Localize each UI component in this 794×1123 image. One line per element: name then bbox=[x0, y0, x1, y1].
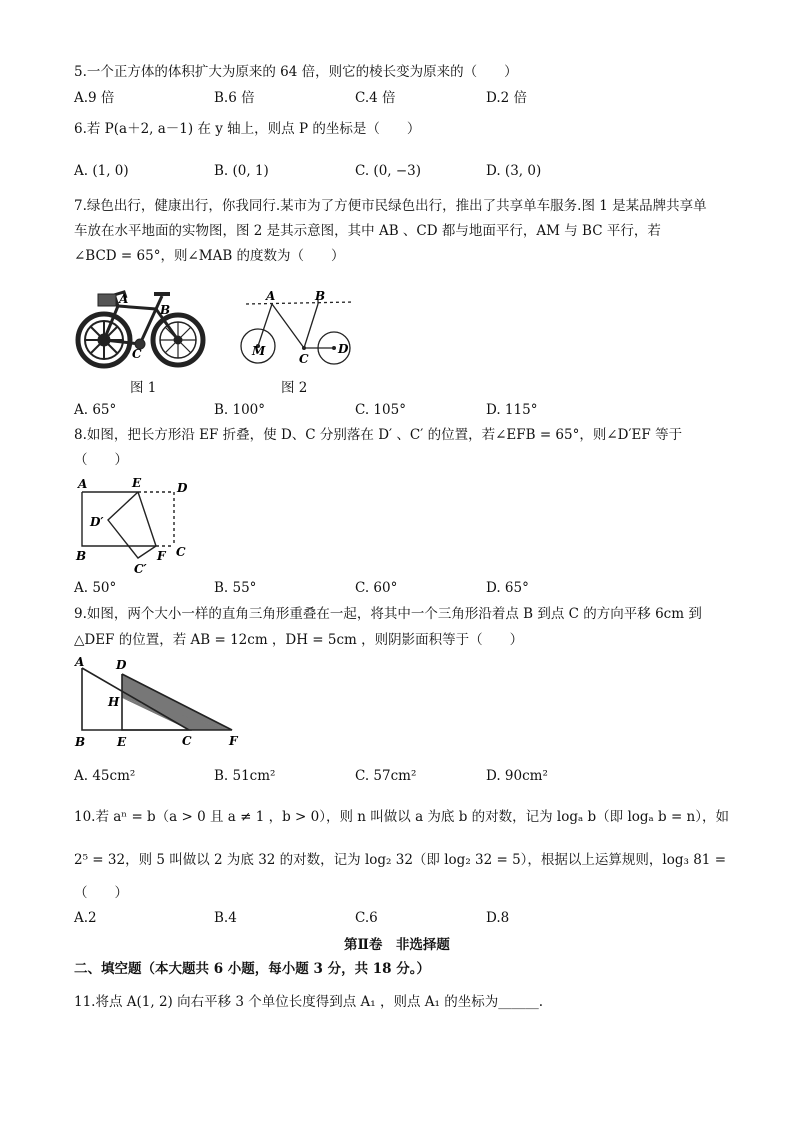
q8-label-b: B bbox=[76, 549, 87, 563]
q10-options bbox=[74, 908, 714, 928]
q9-label-d: D bbox=[116, 658, 127, 672]
q9-label-f: F bbox=[229, 734, 238, 748]
fig2-label-b: B bbox=[315, 289, 326, 303]
section-heading: 二、填空题（本大题共 6 小题，每小题 3 分，共 18 分。） bbox=[74, 961, 431, 977]
q8-label-f: F bbox=[157, 549, 166, 563]
q8-option-a[interactable]: A. 50° bbox=[74, 580, 117, 596]
q8-label-e: E bbox=[132, 476, 142, 490]
q7-options bbox=[74, 400, 714, 420]
q8-label-d: D bbox=[177, 481, 188, 495]
q9-options bbox=[74, 766, 714, 786]
q8-label-cprime: C′ bbox=[134, 562, 147, 576]
q7-stem-line3: ∠BCD = 65°，则∠MAB 的度数为（ ） bbox=[74, 248, 345, 264]
fig2-label-a: A bbox=[266, 289, 276, 303]
fig1-label-b: B bbox=[160, 303, 171, 317]
q10-option-c[interactable]: C.6 bbox=[355, 910, 378, 926]
q9-stem-line1: 9.如图，两个大小一样的直角三角形重叠在一起，将其中一个三角形沿着点 B 到点 C 的方向平移 6cm 到 bbox=[74, 606, 702, 622]
q8-option-b[interactable]: B. 55° bbox=[214, 580, 257, 596]
q9-option-b[interactable]: B. 51cm² bbox=[214, 768, 276, 784]
bicycle-photo-figure bbox=[74, 276, 208, 370]
q8-option-d[interactable]: D. 65° bbox=[486, 580, 529, 596]
q9-label-b: B bbox=[75, 735, 86, 749]
translated-triangles-figure bbox=[72, 654, 250, 750]
part2-title: 第Ⅱ卷 非选择题 bbox=[344, 937, 450, 953]
q5-options bbox=[74, 88, 714, 108]
fig2-label-c: C bbox=[299, 352, 309, 366]
fig1-caption: 图 1 bbox=[130, 380, 157, 396]
fig2-label-m: M bbox=[252, 344, 266, 358]
q7-option-c[interactable]: C. 105° bbox=[355, 402, 406, 418]
q10-stem-line2: 2⁵ = 32，则 5 叫做以 2 为底 32 的对数，记为 log₂ 32（即 log₂ 32 = 5），根据以上运算规则，log₃ 81 = bbox=[74, 852, 727, 868]
q10-option-b[interactable]: B.4 bbox=[214, 910, 237, 926]
q8-stem-line1: 8.如图，把长方形沿 EF 折叠，使 D、C 分别落在 D′ 、C′ 的位置，若∠EFB = 65°，则∠D′EF 等于 bbox=[74, 427, 683, 443]
q6-option-b[interactable]: B. (0, 1) bbox=[214, 163, 269, 179]
q6-stem: 6.若 P(a＋2, a－1) 在 y 轴上，则点 P 的坐标是（ ） bbox=[74, 121, 421, 137]
q8-label-dprime: D′ bbox=[90, 515, 104, 529]
folding-rectangle-figure bbox=[74, 474, 194, 578]
q10-option-d[interactable]: D.8 bbox=[486, 910, 510, 926]
q9-option-a[interactable]: A. 45cm² bbox=[74, 768, 136, 784]
q8-label-a: A bbox=[78, 477, 88, 491]
q7-option-a[interactable]: A. 65° bbox=[74, 402, 117, 418]
fig1-label-c: C bbox=[132, 347, 142, 361]
q8-label-c: C bbox=[176, 545, 186, 559]
q6-option-a[interactable]: A. (1, 0) bbox=[74, 163, 129, 179]
q9-label-a: A bbox=[75, 655, 85, 669]
q9-label-h: H bbox=[108, 695, 120, 709]
q5-option-b[interactable]: B.6 倍 bbox=[214, 90, 255, 106]
q5-option-d[interactable]: D.2 倍 bbox=[486, 90, 528, 106]
q8-stem-line2: （ ） bbox=[74, 452, 128, 468]
bicycle-schematic-figure bbox=[234, 284, 360, 368]
fig2-label-d: D bbox=[338, 342, 349, 356]
q9-option-c[interactable]: C. 57cm² bbox=[355, 768, 417, 784]
q6-options bbox=[74, 161, 714, 181]
q8-option-c[interactable]: C. 60° bbox=[355, 580, 398, 596]
q6-option-d[interactable]: D. (3, 0) bbox=[486, 163, 542, 179]
q10-option-a[interactable]: A.2 bbox=[74, 910, 97, 926]
q7-option-b[interactable]: B. 100° bbox=[214, 402, 266, 418]
q9-option-d[interactable]: D. 90cm² bbox=[486, 768, 548, 784]
q7-option-d[interactable]: D. 115° bbox=[486, 402, 538, 418]
q5-stem: 5.一个正方体的体积扩大为原来的 64 倍，则它的棱长变为原来的（ ） bbox=[74, 64, 518, 80]
q5-option-c[interactable]: C.4 倍 bbox=[355, 90, 396, 106]
q9-label-c: C bbox=[182, 734, 192, 748]
q7-stem-line1: 7.绿色出行，健康出行，你我同行.某市为了方便市民绿色出行，推出了共享单车服务.图 1 是某品牌共享单 bbox=[74, 198, 707, 214]
q9-stem-line2: △DEF 的位置，若 AB = 12cm ，DH = 5cm ，则阴影面积等于（ ） bbox=[74, 632, 524, 648]
q6-option-c[interactable]: C. (0, −3) bbox=[355, 163, 422, 179]
q5-option-a[interactable]: A.9 倍 bbox=[74, 90, 115, 106]
q7-stem-line2: 车放在水平地面的实物图，图 2 是其示意图，其中 AB 、CD 都与地面平行，AM 与 BC 平行，若 bbox=[74, 223, 661, 239]
q8-options bbox=[74, 578, 714, 598]
fig1-label-a: A bbox=[119, 292, 129, 306]
q10-stem-line3: （ ） bbox=[74, 885, 128, 901]
q10-stem-line1: 10.若 aⁿ = b（a > 0 且 a ≠ 1 ，b > 0），则 n 叫做以 a 为底 b 的对数，记为 logₐ b（即 logₐ b = n），如 bbox=[74, 809, 730, 825]
fig2-caption: 图 2 bbox=[281, 380, 308, 396]
q11-stem: 11.将点 A(1, 2) 向右平移 3 个单位长度得到点 A₁ ，则点 A₁ 的坐标为______. bbox=[74, 994, 544, 1010]
q9-label-e: E bbox=[117, 735, 127, 749]
